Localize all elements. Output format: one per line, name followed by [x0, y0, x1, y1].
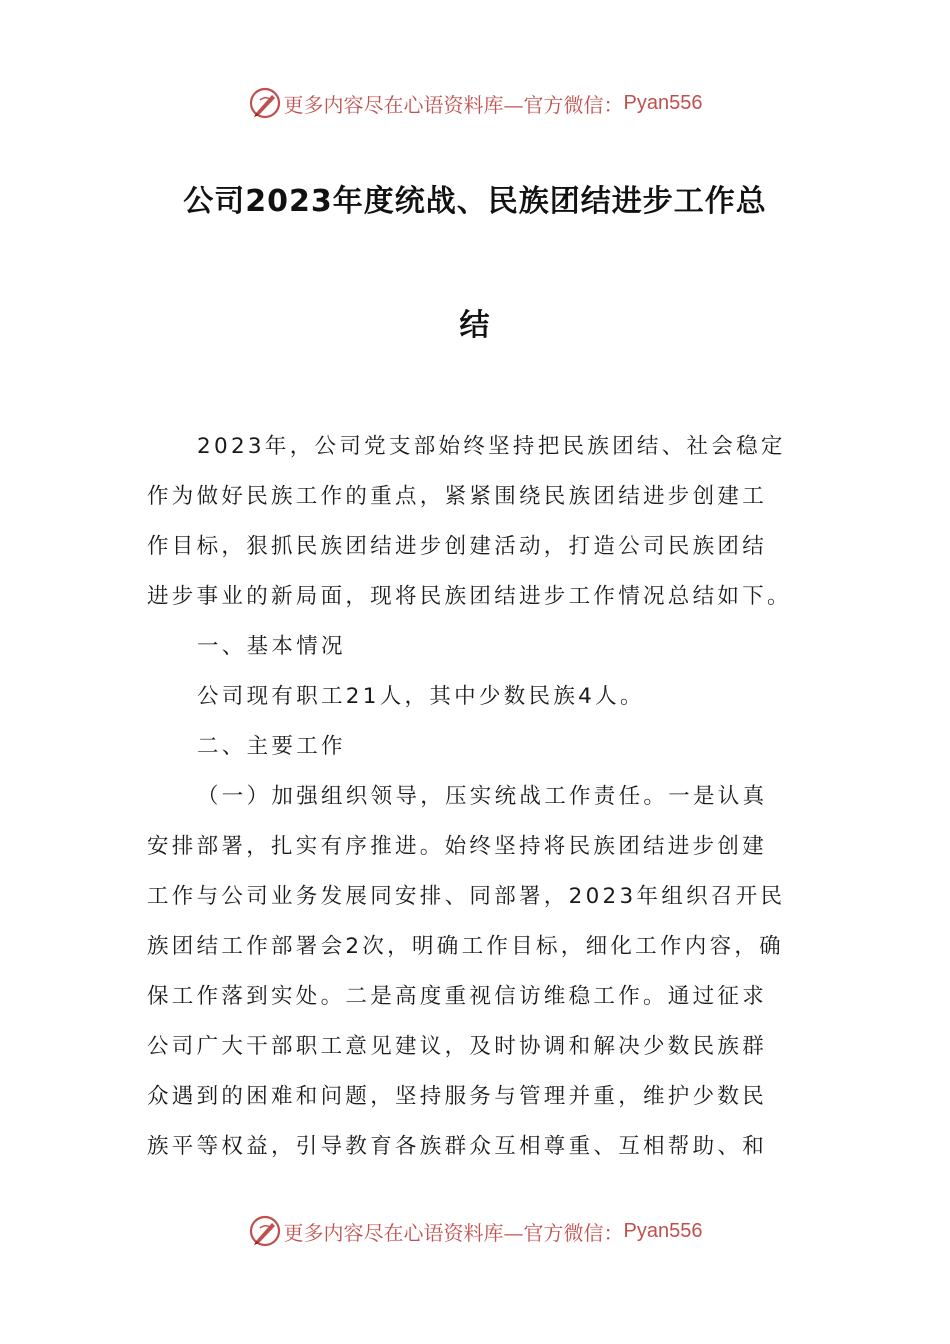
- body-line: 作为做好民族工作的重点，紧紧围绕民族团结进步创建工: [147, 484, 768, 509]
- section-heading: 一、基本情况: [197, 634, 346, 659]
- body-line: 工作与公司业务发展同安排、同部署，2023年组织召开民: [147, 884, 786, 909]
- body-line: 众遇到的困难和问题，坚持服务与管理并重，维护少数民: [147, 1084, 768, 1109]
- watermark-banner-top: [0, 83, 950, 123]
- watermark-text: 更多内容尽在心语资料库—官方微信：: [283, 1220, 624, 1245]
- body-line: 保工作落到实处。二是高度重视信访维稳工作。通过征求: [147, 984, 768, 1009]
- body-line: 公司现有职工21人，其中少数民族4人。: [197, 684, 645, 709]
- watermark-code: Pyan556: [623, 91, 703, 114]
- subsection-line: （一）加强组织领导，压实统战工作责任。一是认真: [197, 784, 768, 809]
- body-line: 进步事业的新局面，现将民族团结进步工作情况总结如下。: [147, 584, 792, 609]
- section-heading: 二、主要工作: [197, 734, 346, 759]
- document-title-line1: 公司2023年度统战、民族团结进步工作总: [183, 184, 767, 219]
- body-line: 2023年，公司党支部始终坚持把民族团结、社会稳定: [197, 434, 786, 459]
- body-line: 作目标，狠抓民族团结进步创建活动，打造公司民族团结: [147, 534, 768, 559]
- pen-logo-icon: [248, 86, 282, 120]
- watermark-text: 更多内容尽在心语资料库—官方微信：: [283, 92, 624, 117]
- body-line: 公司广大干部职工意见建议，及时协调和解决少数民族群: [147, 1034, 768, 1059]
- body-line: 安排部署，扎实有序推进。始终坚持将民族团结进步创建: [147, 834, 768, 859]
- watermark-banner-bottom: [0, 1211, 950, 1251]
- body-line: 族团结工作部署会2次，明确工作目标，细化工作内容，确: [147, 934, 784, 959]
- watermark-code: Pyan556: [623, 1219, 703, 1242]
- document-title-line2: 结: [459, 308, 491, 343]
- body-line: 族平等权益，引导教育各族群众互相尊重、互相帮助、和: [147, 1134, 768, 1159]
- pen-logo-icon: [248, 1214, 282, 1248]
